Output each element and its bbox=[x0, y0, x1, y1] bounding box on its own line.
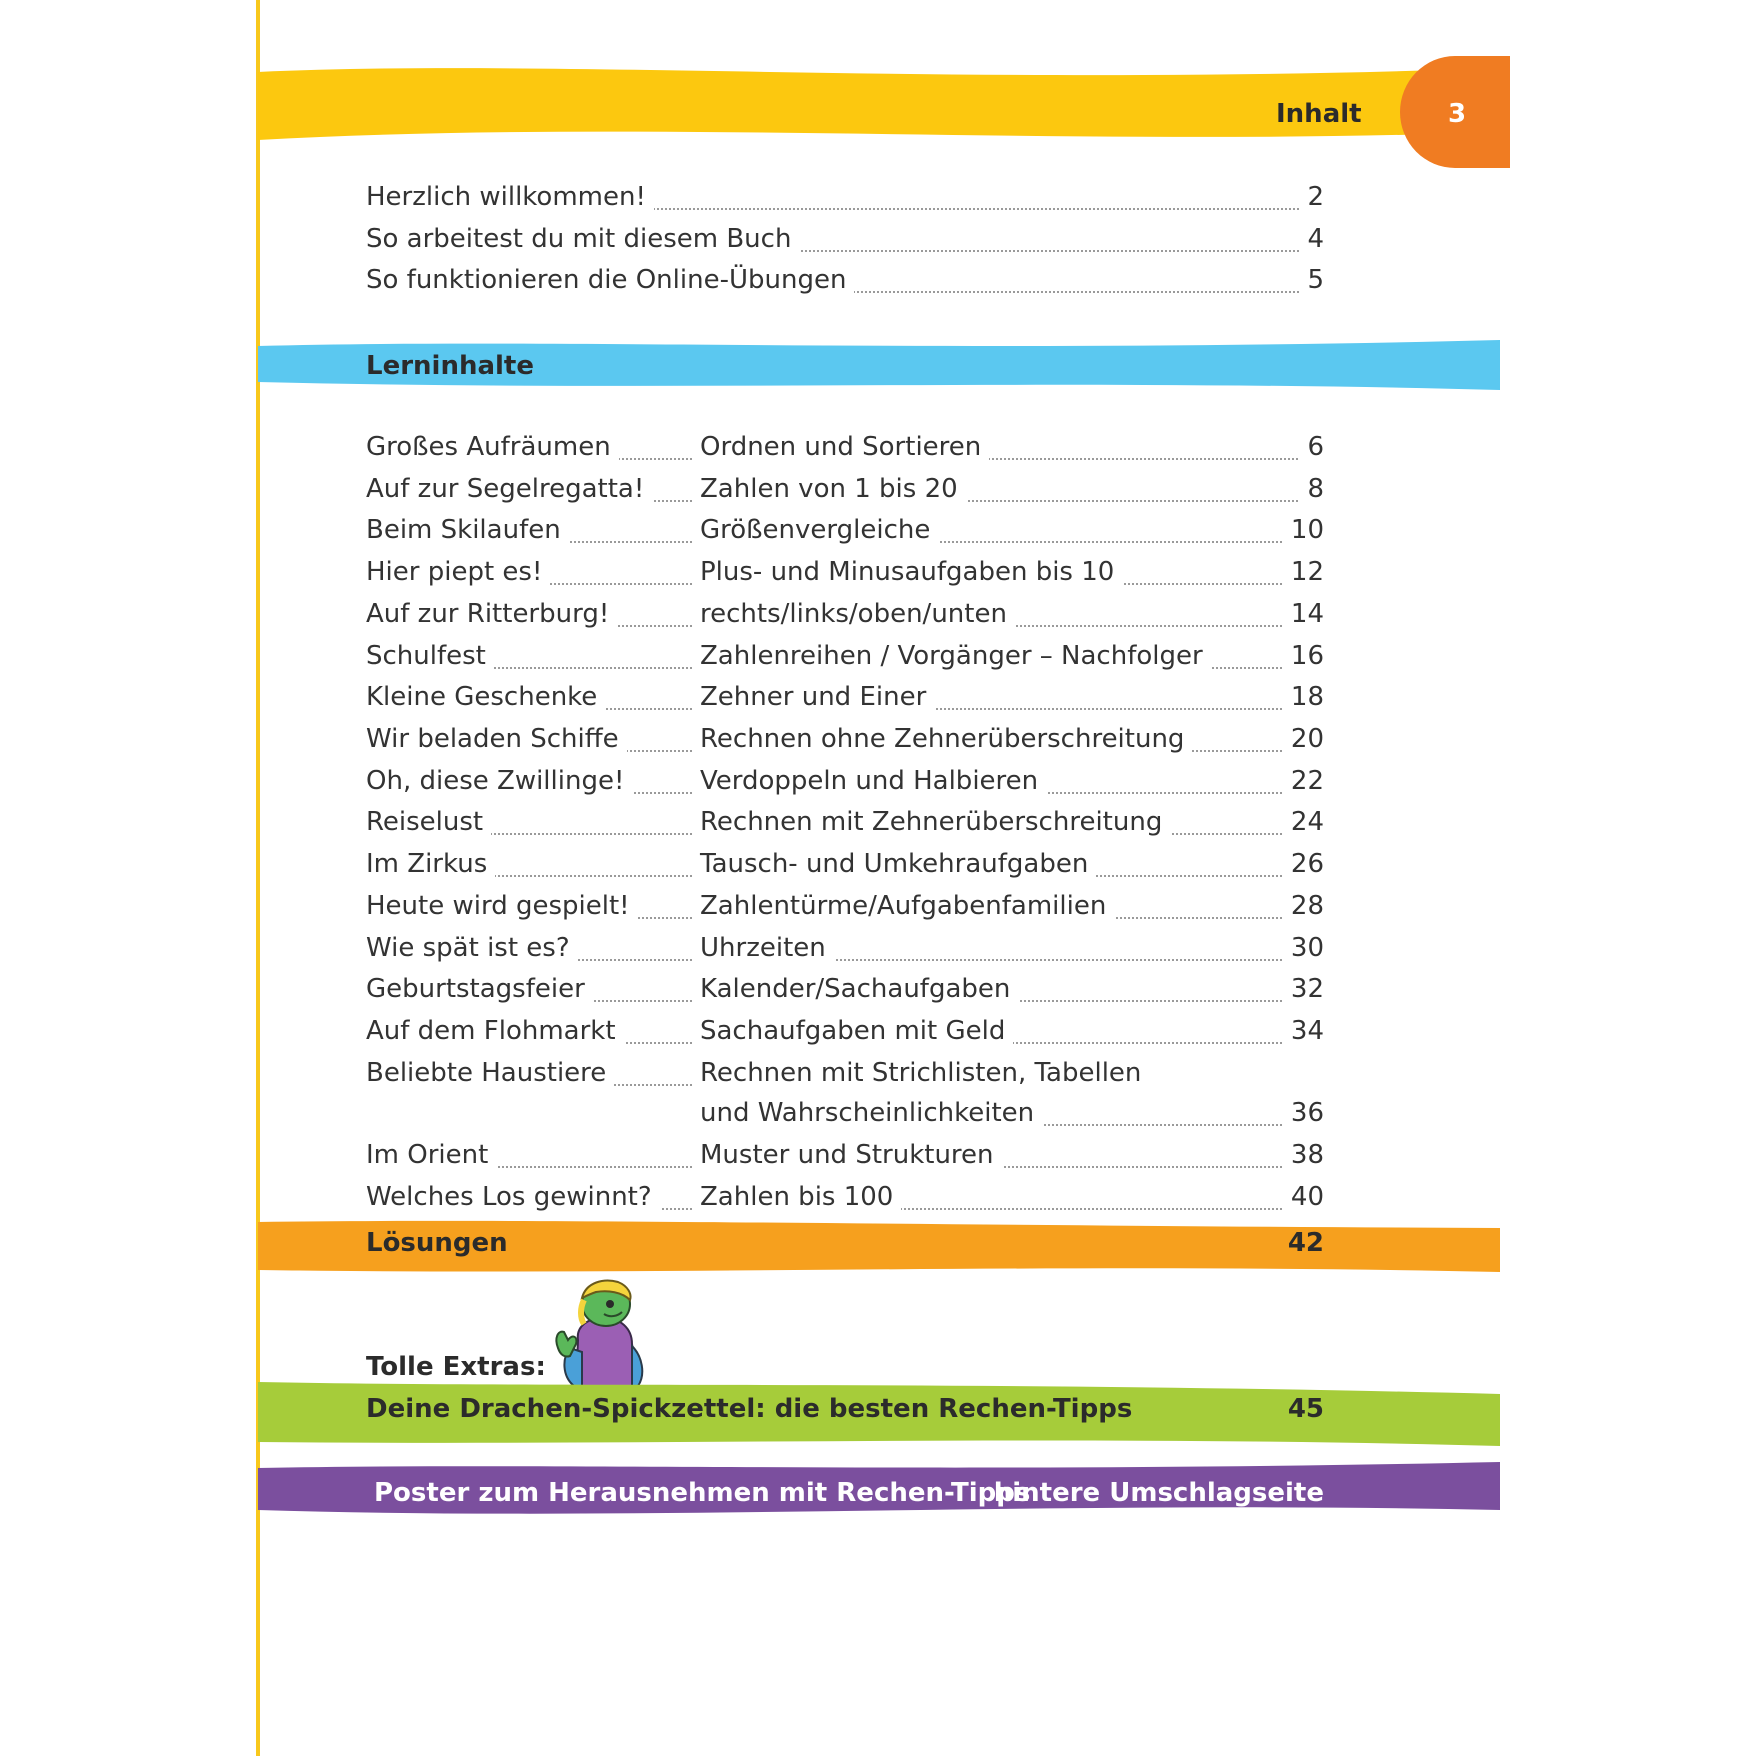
poster-location: hintere Umschlagseite bbox=[993, 1478, 1324, 1508]
row-topic: Zahlenreihen / Vorgänger – Nachfolger bbox=[700, 641, 1211, 671]
row-topic: Zahlen von 1 bis 20 bbox=[700, 474, 966, 504]
row-topic: Rechnen mit Zehnerüberschreitung bbox=[700, 807, 1170, 837]
row-topic: Rechnen ohne Zehnerüberschreitung bbox=[700, 724, 1192, 754]
row-topic: Zahlen bis 100 bbox=[700, 1182, 901, 1212]
row-topic: Muster und Strukturen bbox=[700, 1140, 1002, 1170]
toc-row[interactable] bbox=[366, 891, 1324, 931]
row-topic: Zahlentürme/Aufgabenfamilien bbox=[700, 891, 1114, 921]
row-title: Welches Los gewinnt? bbox=[366, 1182, 660, 1212]
row-page: 28 bbox=[1283, 891, 1324, 921]
row-page: 16 bbox=[1283, 641, 1324, 671]
row-title: Großes Aufräumen bbox=[366, 432, 619, 462]
toc-entry-page: 4 bbox=[1299, 224, 1324, 254]
toc-entry-title: So funktionieren die Online-Übungen bbox=[366, 265, 854, 295]
row-title: Im Zirkus bbox=[366, 849, 495, 879]
toc-row[interactable] bbox=[366, 1140, 1324, 1180]
row-title: Heute wird gespielt! bbox=[366, 891, 638, 921]
row-page: 10 bbox=[1283, 515, 1324, 545]
row-title: Beim Skilaufen bbox=[366, 515, 569, 545]
row-topic: Rechnen mit Strichlisten, Tabellen bbox=[700, 1058, 1149, 1088]
toc-row[interactable] bbox=[366, 474, 1324, 514]
row-page: 26 bbox=[1283, 849, 1324, 879]
toc-row[interactable] bbox=[366, 515, 1324, 555]
toc-row[interactable] bbox=[366, 849, 1324, 889]
row-topic: Größenvergleiche bbox=[700, 515, 938, 545]
toc-row[interactable] bbox=[366, 933, 1324, 973]
row-page: 14 bbox=[1283, 599, 1324, 629]
row-page: 22 bbox=[1283, 766, 1324, 796]
toc-row[interactable] bbox=[366, 599, 1324, 639]
poster-label: Poster zum Herausnehmen mit Rechen-Tipps bbox=[374, 1478, 1031, 1508]
toc-entry-page: 5 bbox=[1299, 265, 1324, 295]
row-title: Auf dem Flohmarkt bbox=[366, 1016, 624, 1046]
toc-row[interactable] bbox=[366, 641, 1324, 681]
toc-row[interactable] bbox=[366, 724, 1324, 764]
row-title: Auf zur Segelregatta! bbox=[366, 474, 652, 504]
row-page: 24 bbox=[1283, 807, 1324, 837]
toc-entry-title: So arbeitest du mit diesem Buch bbox=[366, 224, 799, 254]
row-topic: Verdoppeln und Halbieren bbox=[700, 766, 1046, 796]
toc-entry-intro-1[interactable] bbox=[366, 182, 1324, 222]
toc-entry-title: Herzlich willkommen! bbox=[366, 182, 654, 212]
toc-row[interactable] bbox=[366, 1182, 1324, 1222]
row-page: 8 bbox=[1299, 474, 1324, 504]
section-heading-lerninhalte: Lerninhalte bbox=[366, 351, 534, 381]
toc-row[interactable] bbox=[366, 807, 1324, 847]
row-topic: rechts/links/oben/unten bbox=[700, 599, 1015, 629]
row-title: Kleine Geschenke bbox=[366, 682, 605, 712]
toc-entry-page: 2 bbox=[1299, 182, 1324, 212]
toc-row[interactable] bbox=[366, 1058, 1324, 1098]
row-title: Hier piept es! bbox=[366, 557, 550, 587]
row-title: Auf zur Ritterburg! bbox=[366, 599, 617, 629]
page-number: 3 bbox=[1448, 99, 1467, 129]
row-page: 34 bbox=[1283, 1016, 1324, 1046]
toc-row[interactable] bbox=[366, 974, 1324, 1014]
row-topic: Uhrzeiten bbox=[700, 933, 834, 963]
toc-row[interactable] bbox=[366, 557, 1324, 597]
row-topic: Sachaufgaben mit Geld bbox=[700, 1016, 1013, 1046]
row-page: 36 bbox=[1283, 1098, 1324, 1128]
row-topic: Ordnen und Sortieren bbox=[700, 432, 989, 462]
toc-entry-intro-3[interactable] bbox=[366, 265, 1324, 305]
row-page: 30 bbox=[1283, 933, 1324, 963]
loesungen-label: Lösungen bbox=[366, 1228, 508, 1258]
page-title: Inhalt bbox=[1276, 99, 1362, 129]
row-title: Schulfest bbox=[366, 641, 494, 671]
row-title: Reiselust bbox=[366, 807, 491, 837]
row-topic: Plus- und Minusaufgaben bis 10 bbox=[700, 557, 1122, 587]
row-title: Im Orient bbox=[366, 1140, 496, 1170]
spickzettel-label: Deine Drachen-Spickzettel: die besten Rechen-Tipps bbox=[366, 1394, 1133, 1424]
toc-row[interactable] bbox=[366, 766, 1324, 806]
dragon-mascot-illustration bbox=[548, 1278, 658, 1386]
row-title: Beliebte Haustiere bbox=[366, 1058, 614, 1088]
row-title: Wir beladen Schiffe bbox=[366, 724, 627, 754]
toc-row[interactable] bbox=[366, 682, 1324, 722]
row-page: 32 bbox=[1283, 974, 1324, 1004]
row-page: 6 bbox=[1299, 432, 1324, 462]
row-title: Oh, diese Zwillinge! bbox=[366, 766, 632, 796]
row-title: Wie spät ist es? bbox=[366, 933, 578, 963]
row-page: 18 bbox=[1283, 682, 1324, 712]
row-topic: Kalender/Sachaufgaben bbox=[700, 974, 1018, 1004]
extras-heading: Tolle Extras: bbox=[366, 1352, 546, 1382]
row-topic: und Wahrscheinlichkeiten bbox=[700, 1098, 1042, 1128]
row-page: 12 bbox=[1283, 557, 1324, 587]
row-topic: Tausch- und Umkehraufgaben bbox=[700, 849, 1096, 879]
toc-row[interactable] bbox=[366, 1016, 1324, 1056]
row-topic: Zehner und Einer bbox=[700, 682, 934, 712]
spickzettel-page: 45 bbox=[1287, 1394, 1324, 1424]
toc-entry-intro-2[interactable] bbox=[366, 224, 1324, 264]
row-page: 38 bbox=[1283, 1140, 1324, 1170]
row-page: 20 bbox=[1283, 724, 1324, 754]
toc-row-continuation[interactable] bbox=[700, 1098, 1324, 1138]
row-title: Geburtstagsfeier bbox=[366, 974, 593, 1004]
toc-row[interactable] bbox=[366, 432, 1324, 472]
loesungen-page: 42 bbox=[1287, 1228, 1324, 1258]
row-page: 40 bbox=[1283, 1182, 1324, 1212]
